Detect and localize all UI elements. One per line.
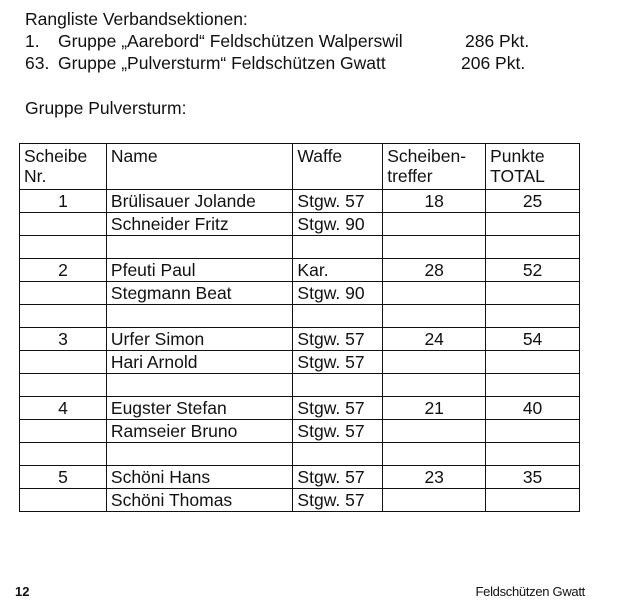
cell-waffe: [293, 374, 383, 397]
cell-name: Eugster Stefan: [106, 397, 293, 420]
table-row: [20, 351, 580, 374]
table-row: [20, 259, 580, 282]
cell-name: [106, 374, 293, 397]
cell-treffer: [383, 305, 486, 328]
cell-scheibe: 3: [20, 328, 107, 351]
cell-scheibe: [20, 213, 107, 236]
ranking-points: 286 Pkt.: [465, 31, 530, 51]
cell-treffer: 24: [383, 328, 486, 351]
cell-treffer: [383, 420, 486, 443]
cell-treffer: [383, 489, 486, 512]
section-title: Gruppe Pulversturm:: [25, 98, 187, 118]
cell-punkte: [486, 443, 580, 466]
cell-punkte: [486, 305, 580, 328]
cell-scheibe: [20, 236, 107, 259]
cell-name: [106, 443, 293, 466]
cell-name: Schneider Fritz: [106, 213, 293, 236]
cell-waffe: Stgw. 90: [293, 282, 383, 305]
ranking-entry: [25, 30, 530, 52]
cell-punkte: [486, 420, 580, 443]
cell-name: [106, 236, 293, 259]
header-punkte: Punkte TOTAL: [486, 144, 580, 190]
cell-waffe: [293, 305, 383, 328]
cell-treffer: [383, 236, 486, 259]
header-name: Name: [106, 144, 293, 190]
table-row: [20, 236, 580, 259]
footer-publisher: Feldschützen Gwatt: [475, 584, 585, 599]
table-header-row: [20, 144, 580, 190]
cell-scheibe: [20, 351, 107, 374]
cell-waffe: Stgw. 57: [293, 328, 383, 351]
cell-punkte: 40: [486, 397, 580, 420]
cell-punkte: [486, 489, 580, 512]
cell-punkte: 25: [486, 190, 580, 213]
cell-waffe: Stgw. 90: [293, 213, 383, 236]
table-row: [20, 213, 580, 236]
table-row: [20, 443, 580, 466]
cell-treffer: [383, 282, 486, 305]
ranking-points: 206 Pkt.: [461, 53, 526, 73]
cell-waffe: [293, 236, 383, 259]
cell-name: Hari Arnold: [106, 351, 293, 374]
results-table: [19, 143, 580, 512]
cell-scheibe: [20, 420, 107, 443]
table-row: [20, 190, 580, 213]
header-waffe: Waffe: [293, 144, 383, 190]
cell-treffer: [383, 374, 486, 397]
cell-name: Ramseier Bruno: [106, 420, 293, 443]
cell-punkte: [486, 213, 580, 236]
ranking-rank: 1.: [25, 31, 40, 51]
cell-waffe: Stgw. 57: [293, 190, 383, 213]
cell-punkte: [486, 374, 580, 397]
cell-scheibe: [20, 443, 107, 466]
cell-scheibe: 5: [20, 466, 107, 489]
cell-scheibe: 2: [20, 259, 107, 282]
cell-treffer: 28: [383, 259, 486, 282]
cell-treffer: [383, 443, 486, 466]
cell-name: Brülisauer Jolande: [106, 190, 293, 213]
cell-scheibe: [20, 489, 107, 512]
cell-waffe: Stgw. 57: [293, 420, 383, 443]
cell-waffe: Stgw. 57: [293, 489, 383, 512]
cell-name: Pfeuti Paul: [106, 259, 293, 282]
table-row: [20, 305, 580, 328]
header-scheibe: Scheibe Nr.: [20, 144, 107, 190]
cell-waffe: Stgw. 57: [293, 351, 383, 374]
ranking-group: Gruppe „Pulversturm“ Feldschützen Gwatt: [58, 53, 386, 73]
cell-treffer: 18: [383, 190, 486, 213]
table-row: [20, 466, 580, 489]
page-number: 12: [15, 584, 30, 599]
cell-waffe: [293, 443, 383, 466]
table-row: [20, 489, 580, 512]
cell-scheibe: 1: [20, 190, 107, 213]
cell-scheibe: 4: [20, 397, 107, 420]
cell-name: Urfer Simon: [106, 328, 293, 351]
cell-treffer: [383, 213, 486, 236]
cell-name: Stegmann Beat: [106, 282, 293, 305]
cell-name: Schöni Hans: [106, 466, 293, 489]
ranking-entry: [25, 52, 526, 74]
cell-punkte: [486, 351, 580, 374]
cell-scheibe: [20, 374, 107, 397]
cell-waffe: Stgw. 57: [293, 397, 383, 420]
table-row: [20, 282, 580, 305]
header-treffer: Scheiben- treffer: [383, 144, 486, 190]
table-row: [20, 397, 580, 420]
cell-waffe: Stgw. 57: [293, 466, 383, 489]
cell-treffer: 21: [383, 397, 486, 420]
cell-waffe: Kar.: [293, 259, 383, 282]
cell-name: [106, 305, 293, 328]
cell-punkte: [486, 282, 580, 305]
cell-treffer: [383, 351, 486, 374]
ranking-heading: Rangliste Verbandsektionen:: [25, 9, 248, 29]
table-row: [20, 420, 580, 443]
cell-scheibe: [20, 305, 107, 328]
cell-name: Schöni Thomas: [106, 489, 293, 512]
cell-punkte: 52: [486, 259, 580, 282]
cell-treffer: 23: [383, 466, 486, 489]
cell-punkte: 54: [486, 328, 580, 351]
cell-punkte: [486, 236, 580, 259]
ranking-rank: 63.: [25, 53, 50, 73]
ranking-block: [25, 8, 530, 74]
table-row: [20, 374, 580, 397]
cell-punkte: 35: [486, 466, 580, 489]
cell-scheibe: [20, 282, 107, 305]
table-row: [20, 328, 580, 351]
ranking-group: Gruppe „Aarebord“ Feldschützen Walperswil: [58, 31, 403, 51]
